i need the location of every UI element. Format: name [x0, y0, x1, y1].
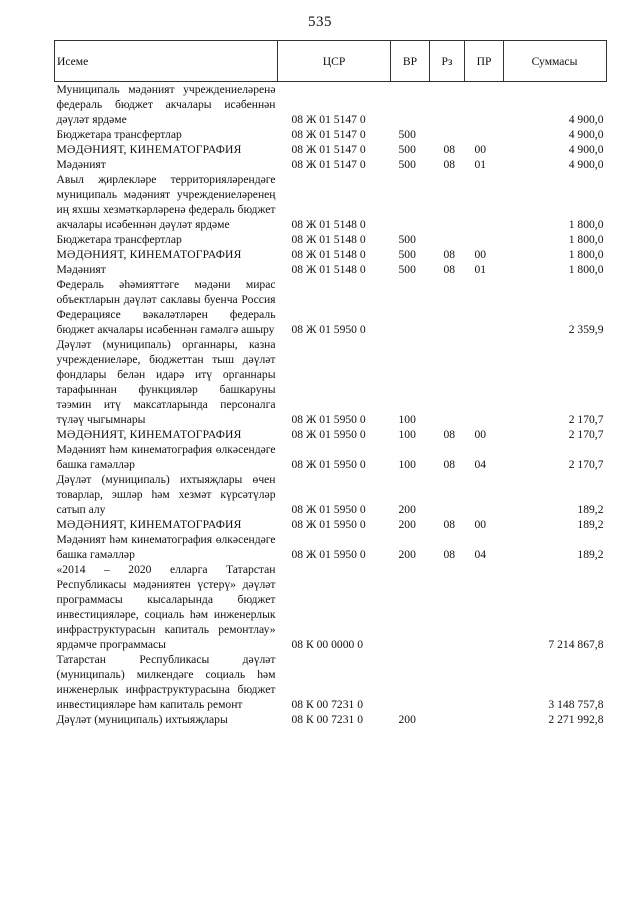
header-code: ЦСР: [278, 41, 391, 82]
row-pr: 01: [474, 158, 487, 171]
row-rz: [430, 562, 465, 652]
row-vr: [391, 652, 430, 712]
row-sum: 4 900,0: [568, 158, 604, 171]
row-sum: 2 170,7: [568, 458, 604, 471]
row-sum: 1 800,0: [568, 248, 604, 261]
row-rz: [430, 472, 465, 517]
row-vr: 100: [398, 413, 416, 426]
row-code: 08 Ж 01 5950 0: [291, 503, 366, 516]
row-name: Муниципаль мәдәният учреждениеләренә федераль бюджет акчалары исәбеннән дәүләт ярдәме: [56, 83, 276, 126]
page-number: 535: [308, 14, 332, 30]
row-vr: [391, 172, 430, 232]
row-name: МӘДӘНИЯТ, КИНЕМАТОГРАФИЯ: [56, 428, 242, 441]
row-sum: 2 271 992,8: [548, 713, 604, 726]
table-row: [55, 712, 607, 727]
row-vr: 100: [398, 458, 416, 471]
header-pr: ПР: [465, 41, 504, 82]
row-rz: 08: [443, 248, 456, 261]
row-rz: 08: [443, 428, 456, 441]
row-name: МӘДӘНИЯТ, КИНЕМАТОГРАФИЯ: [56, 143, 242, 156]
row-sum: 1 800,0: [568, 263, 604, 276]
table-row: [55, 442, 607, 472]
row-rz: 08: [443, 158, 456, 171]
row-pr: [465, 562, 504, 652]
row-vr: 500: [398, 248, 416, 261]
table-header-row: [55, 41, 607, 82]
row-code: 08 Ж 01 5147 0: [291, 128, 366, 141]
row-vr: 200: [398, 503, 416, 516]
header-sum: Суммасы: [504, 41, 607, 82]
table-row: [55, 142, 607, 157]
table-row: [55, 157, 607, 172]
row-pr: 00: [474, 248, 487, 261]
row-rz: [430, 652, 465, 712]
row-code: 08 Ж 01 5950 0: [291, 548, 366, 561]
table-row: [55, 562, 607, 652]
table-row: [55, 337, 607, 427]
row-name: МӘДӘНИЯТ, КИНЕМАТОГРАФИЯ: [56, 248, 242, 261]
table-row: [55, 517, 607, 532]
row-rz: [430, 277, 465, 337]
row-name: Дәүләт (муниципаль) ихтыяҗлары өчен товарлар, эшләр һәм хезмәт күрсәтүләр сатып алу: [56, 473, 276, 516]
row-sum: 2 359,9: [568, 323, 604, 336]
row-pr: [465, 337, 504, 427]
row-rz: [430, 172, 465, 232]
row-pr: 01: [474, 263, 487, 276]
row-pr: 00: [474, 428, 487, 441]
row-vr: 500: [398, 143, 416, 156]
row-vr: 500: [398, 158, 416, 171]
row-code: 08 Ж 01 5148 0: [291, 248, 366, 261]
row-code: 08 Ж 01 5950 0: [291, 413, 366, 426]
row-name: Дәүләт (муниципаль) ихтыяҗлары: [56, 713, 228, 726]
row-sum: 1 800,0: [568, 233, 604, 246]
row-code: 08 Ж 01 5148 0: [291, 218, 366, 231]
row-vr: [391, 277, 430, 337]
row-pr: 00: [474, 143, 487, 156]
row-code: 08 Ж 01 5148 0: [291, 233, 366, 246]
row-code: 08 Ж 01 5147 0: [291, 158, 366, 171]
row-pr: 00: [474, 518, 487, 531]
row-name: Дәүләт (муниципаль) органнары, казна учреждениеләре, бюджеттан тыш дәүләт фондлары белән идарә итү органнары тарафыннан функцияләр башкаруны тәэмин итү максатларында персоналга түләү чыгымнары: [56, 338, 276, 426]
row-sum: 189,2: [577, 548, 604, 561]
row-pr: [465, 82, 504, 128]
row-rz: 08: [443, 548, 456, 561]
row-rz: [430, 232, 465, 247]
row-vr: 200: [398, 713, 416, 726]
row-pr: [465, 652, 504, 712]
row-sum: 1 800,0: [568, 218, 604, 231]
row-name: Авыл җирлекләре территорияләрендәге муниципаль мәдәният учреждениеләренең иң яхшы хезмәткәрләренә федераль бюджет акчалары исәбеннән дәүләт ярдәме: [56, 173, 276, 231]
row-pr: 04: [474, 548, 487, 561]
row-vr: 200: [398, 548, 416, 561]
row-code: 08 Ж 01 5950 0: [291, 458, 366, 471]
row-rz: [430, 82, 465, 128]
table-row: [55, 652, 607, 712]
header-vr: ВР: [391, 41, 430, 82]
row-name: Федераль әһәмияттәге мәдәни мирас объектларын дәүләт саклавы буенча Россия Федерациясе вәкаләтләрен федераль бюджет акчалары исәбеннән гамәлгә ашыру: [56, 278, 276, 336]
row-pr: [465, 712, 504, 727]
row-pr: [465, 232, 504, 247]
row-name: Мәдәният: [56, 158, 106, 171]
row-sum: 4 900,0: [568, 113, 604, 126]
row-sum: 4 900,0: [568, 143, 604, 156]
row-name: Мәдәният: [56, 263, 106, 276]
row-vr: 500: [398, 128, 416, 141]
row-name: «2014 – 2020 елларга Татарстан Республикасы мәдәниятен үстерү» дәүләт программасы кысаларында бюджет инвестицияләре, социаль һәм инженерлык инфраструктурасын капиталь ремонтлау» ярдәмче программасы: [56, 563, 276, 651]
row-vr: [391, 562, 430, 652]
row-name: Бюджетара трансфертлар: [56, 128, 182, 141]
row-rz: 08: [443, 458, 456, 471]
row-sum: 2 170,7: [568, 428, 604, 441]
row-code: 08 Ж 01 5147 0: [291, 143, 366, 156]
row-code: 08 Ж 01 5950 0: [291, 323, 366, 336]
row-sum: 4 900,0: [568, 128, 604, 141]
row-sum: 189,2: [577, 503, 604, 516]
header-rz: Рз: [430, 41, 465, 82]
row-rz: 08: [443, 518, 456, 531]
table-row: [55, 82, 607, 128]
row-vr: 500: [398, 233, 416, 246]
row-sum: 189,2: [577, 518, 604, 531]
table-row: [55, 427, 607, 442]
row-name: Бюджетара трансфертлар: [56, 233, 182, 246]
row-sum: 3 148 757,8: [548, 698, 604, 711]
row-name: Мәдәният һәм кинематография өлкәсендәге башка гамәлләр: [56, 443, 276, 471]
row-name: МӘДӘНИЯТ, КИНЕМАТОГРАФИЯ: [56, 518, 242, 531]
row-code: 08 Ж 01 5950 0: [291, 518, 366, 531]
row-pr: [465, 127, 504, 142]
table-row: [55, 262, 607, 277]
table-body: [55, 82, 607, 728]
table-row: [55, 232, 607, 247]
row-pr: [465, 172, 504, 232]
row-code: 08 К 00 7231 0: [291, 713, 363, 726]
row-sum: 7 214 867,8: [548, 638, 604, 651]
table-row: [55, 127, 607, 142]
row-sum: 2 170,7: [568, 413, 604, 426]
table-row: [55, 247, 607, 262]
row-vr: 100: [398, 428, 416, 441]
budget-table: [54, 40, 607, 727]
row-pr: 04: [474, 458, 487, 471]
table-row: [55, 277, 607, 337]
table-row: [55, 472, 607, 517]
row-rz: 08: [443, 263, 456, 276]
row-rz: [430, 337, 465, 427]
row-name: Мәдәният һәм кинематография өлкәсендәге башка гамәлләр: [56, 533, 276, 561]
row-vr: 500: [398, 263, 416, 276]
row-vr: 200: [398, 518, 416, 531]
row-pr: [465, 277, 504, 337]
table-row: [55, 532, 607, 562]
row-rz: [430, 712, 465, 727]
row-rz: [430, 127, 465, 142]
row-code: 08 Ж 01 5147 0: [291, 113, 366, 126]
table-row: [55, 172, 607, 232]
row-name: Татарстан Республикасы дәүләт (муниципаль) милкендәге социаль һәм инженерлык инфраструктурасына бюджет инвестицияләре һәм капиталь ремонт: [56, 653, 276, 711]
row-code: 08 К 00 7231 0: [291, 698, 363, 711]
row-code: 08 К 00 0000 0: [291, 638, 363, 651]
row-pr: [465, 472, 504, 517]
row-rz: 08: [443, 143, 456, 156]
row-code: 08 Ж 01 5148 0: [291, 263, 366, 276]
row-vr: [391, 82, 430, 128]
header-name: Исеме: [55, 41, 278, 82]
row-code: 08 Ж 01 5950 0: [291, 428, 366, 441]
